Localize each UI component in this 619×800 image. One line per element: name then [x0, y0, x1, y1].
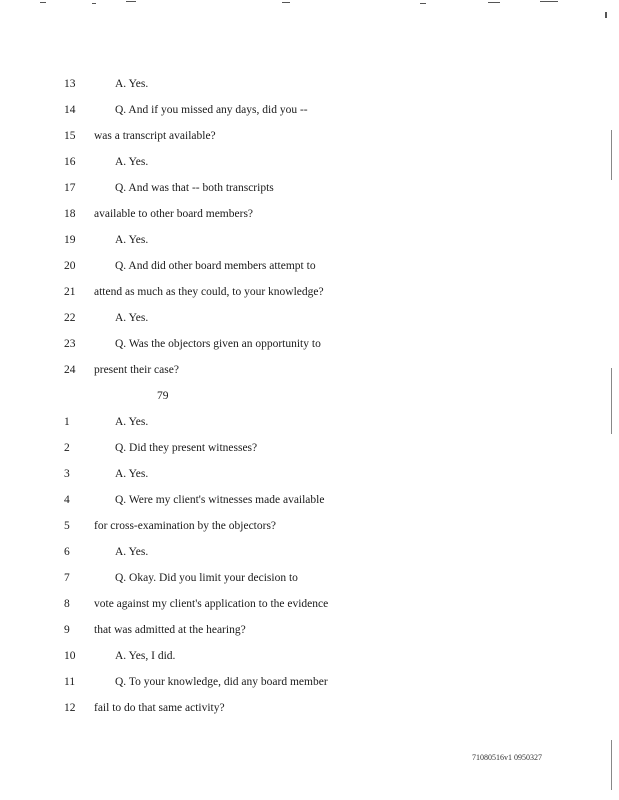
transcript-line [0, 412, 600, 432]
line-text: Q. Did they present witnesses? [115, 442, 258, 454]
transcript-line [0, 282, 600, 302]
line-number: 10 [64, 650, 76, 662]
line-number: 24 [64, 364, 76, 376]
line-text: available to other board members? [94, 208, 254, 220]
line-number: 4 [64, 494, 70, 506]
line-number: 16 [64, 156, 76, 168]
page-number: 79 [157, 390, 169, 402]
line-number: 13 [64, 78, 76, 90]
line-number: 15 [64, 130, 76, 142]
line-number: 22 [64, 312, 76, 324]
line-text: Q. And was that -- both transcripts [115, 182, 274, 194]
scan-speck [126, 1, 136, 2]
line-number: 20 [64, 260, 76, 272]
scan-speck [282, 2, 290, 3]
line-number: 5 [64, 520, 70, 532]
line-number: 18 [64, 208, 76, 220]
line-text: that was admitted at the hearing? [94, 624, 246, 636]
line-number: 1 [64, 416, 70, 428]
document-id: 71080516v1 0950327 [472, 753, 542, 762]
transcript-line [0, 126, 600, 146]
line-number: 9 [64, 624, 70, 636]
transcript-line [0, 672, 600, 692]
line-number: 7 [64, 572, 70, 584]
line-text: A. Yes. [115, 78, 149, 90]
line-number: 14 [64, 104, 76, 116]
transcript-line [0, 490, 600, 510]
line-text: A. Yes. [115, 312, 149, 324]
transcript-line [0, 256, 600, 276]
line-text: vote against my client's application to the evidence [94, 598, 329, 610]
transcript-line [0, 360, 600, 380]
margin-mark [611, 368, 612, 434]
transcript-line [0, 204, 600, 224]
transcript-line [0, 438, 600, 458]
transcript-line [0, 464, 600, 484]
scan-speck [540, 1, 558, 2]
line-text: Q. And did other board members attempt to [115, 260, 316, 272]
transcript-line [0, 178, 600, 198]
line-number: 12 [64, 702, 76, 714]
line-number: 11 [64, 676, 76, 688]
line-text: Q. And if you missed any days, did you -- [115, 104, 308, 116]
margin-mark [611, 740, 612, 790]
line-number: 2 [64, 442, 70, 454]
transcript-line [0, 152, 600, 172]
line-text: Q. To your knowledge, did any board member [115, 676, 328, 688]
transcript-line [0, 646, 600, 666]
line-text: attend as much as they could, to your knowledge? [94, 286, 324, 298]
line-text: Q. Was the objectors given an opportunity to [115, 338, 321, 350]
scan-speck [92, 3, 96, 4]
transcript-line [0, 698, 600, 718]
scan-speck [605, 12, 607, 18]
transcript-line [0, 594, 600, 614]
transcript-line [0, 308, 600, 328]
scan-speck [488, 2, 500, 3]
line-text: was a transcript available? [94, 130, 216, 142]
line-text: for cross-examination by the objectors? [94, 520, 277, 532]
line-number: 23 [64, 338, 76, 350]
line-text: present their case? [94, 364, 179, 376]
line-text: A. Yes, I did. [115, 650, 176, 662]
transcript-line [0, 100, 600, 120]
margin-mark [611, 130, 612, 180]
line-text: Q. Okay. Did you limit your decision to [115, 572, 298, 584]
line-number: 3 [64, 468, 70, 480]
scan-speck [40, 2, 46, 3]
line-text: Q. Were my client's witnesses made available [115, 494, 325, 506]
transcript-line [0, 568, 600, 588]
line-text: fail to do that same activity? [94, 702, 225, 714]
line-text: A. Yes. [115, 156, 149, 168]
scan-speck [420, 3, 426, 4]
line-text: A. Yes. [115, 416, 149, 428]
transcript-line [0, 516, 600, 536]
transcript-line [0, 230, 600, 250]
line-text: A. Yes. [115, 234, 149, 246]
line-number: 6 [64, 546, 70, 558]
line-number: 8 [64, 598, 70, 610]
transcript-line [0, 74, 600, 94]
line-number: 17 [64, 182, 76, 194]
line-text: A. Yes. [115, 468, 149, 480]
transcript-line [0, 334, 600, 354]
transcript-line [0, 620, 600, 640]
transcript-line [0, 542, 600, 562]
line-text: A. Yes. [115, 546, 149, 558]
line-number: 21 [64, 286, 76, 298]
line-number: 19 [64, 234, 76, 246]
